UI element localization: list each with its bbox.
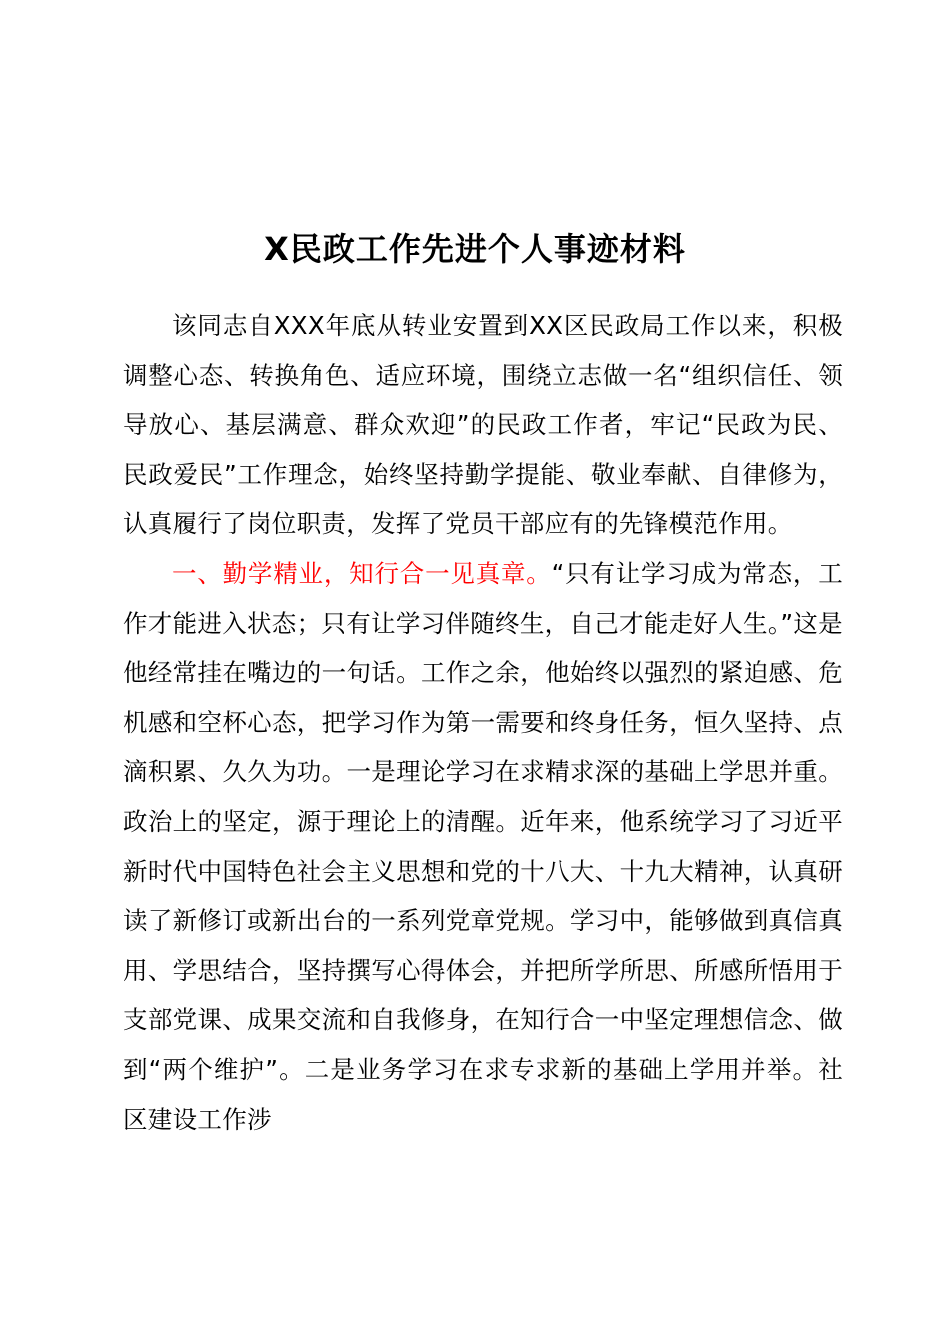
intro-paragraph	[123, 301, 843, 549]
document-body	[123, 301, 843, 1144]
section-one-heading: 一、勤学精业，知行合一见真章。	[172, 558, 552, 588]
document-title: X民政工作先进个人事迹材料	[264, 230, 686, 268]
section-one-paragraph	[123, 549, 843, 1144]
section-one-text: “只有让学习成为常态，工作才能进入状态；只有让学习伴随终生，自己才能走好人生。”这是他经常挂在嘴边的一句话。工作之余，他始终以强烈的紧迫感、危机感和空杯心态，把学习作为第一需要和终身任务，恒久坚持、点滴积累、久久为功。一是理论学习在求精求深的基础上学思并重。政治上的坚定，源于理论上的清醒。近年来，他系统学习了习近平新时代中国特色社会主义思想和党的十八大、十九大精神，认真研读了新修订或新出台的一系列党章党规。学习中，能够做到真信真用、学思结合，坚持撰写心得体会，并把所学所思、所感所悟用于支部党课、成果交流和自我修身，在知行合一中坚定理想信念、做到“两个维护”。二是业务学习在求专求新的基础上学用并举。社区建设工作涉	[123, 558, 844, 1134]
intro-paragraph-text: 该同志自XXX年底从转业安置到XX区民政局工作以来，积极调整心态、转换角色、适应环境，围绕立志做一名“组织信任、领导放心、基层满意、群众欢迎”的民政工作者，牢记“民政为民、民政爱民”工作理念，始终坚持勤学提能、敬业奉献、自律修为，认真履行了岗位职责，发挥了党员干部应有的先锋模范作用。	[123, 311, 843, 539]
